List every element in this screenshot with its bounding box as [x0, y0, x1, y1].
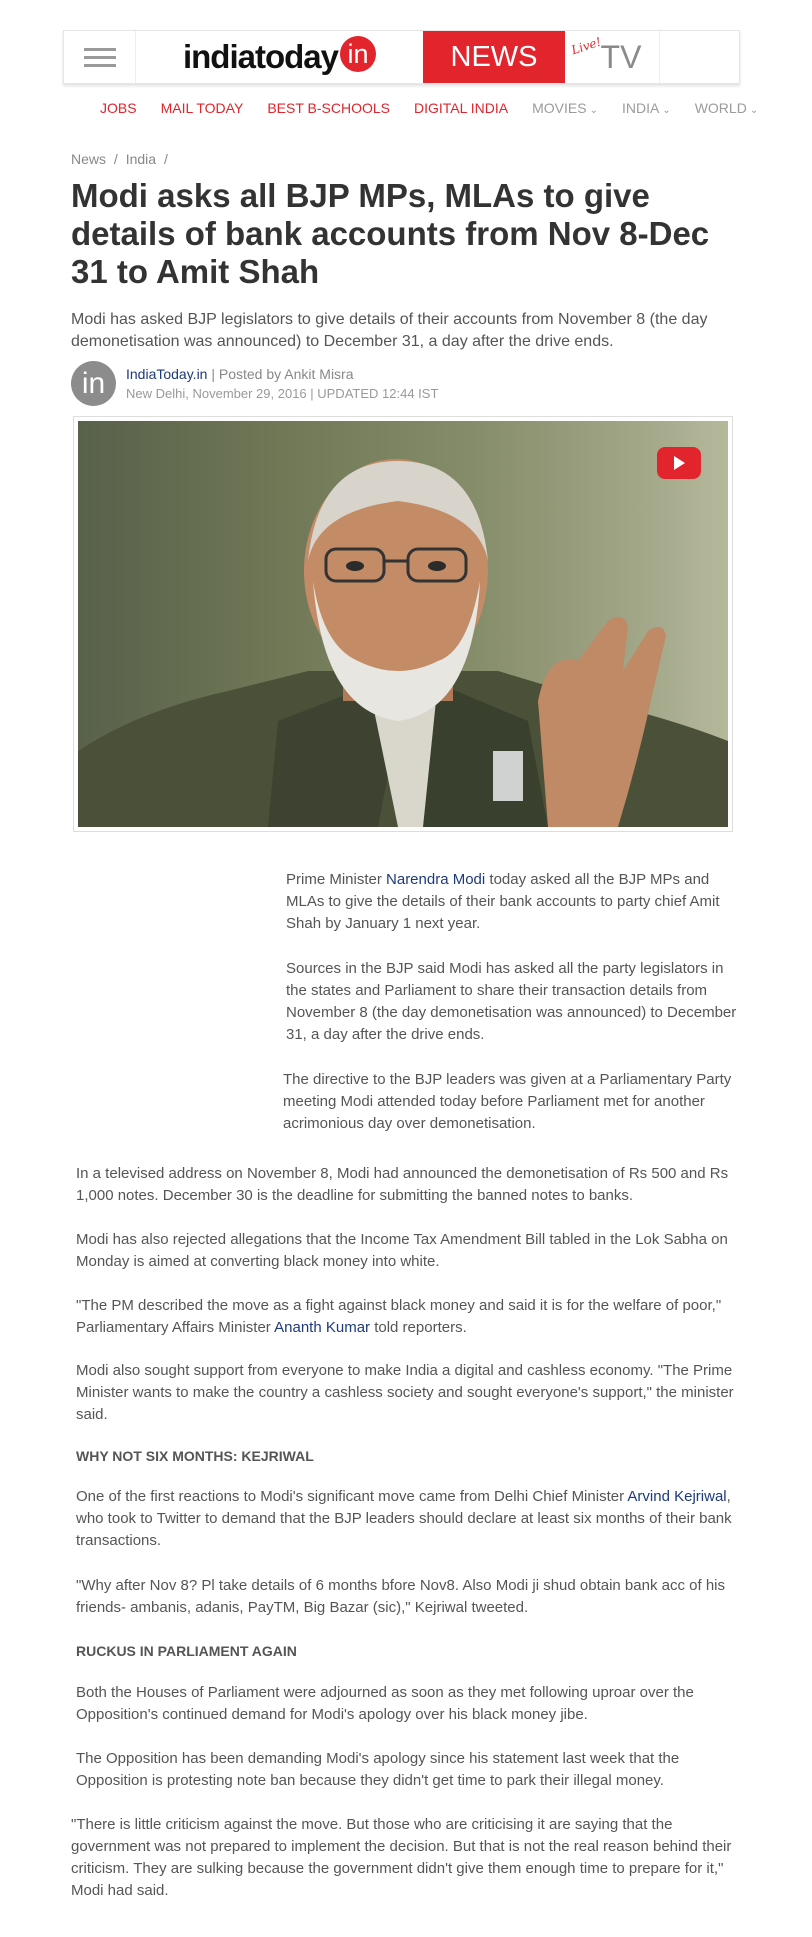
paragraph-text: One of the first reactions to Modi's significant move came from Delhi Chief Minister: [76, 1488, 628, 1505]
paragraph: [76, 1486, 746, 1552]
nav-item-movies-label: MOVIES: [532, 100, 587, 116]
nav-item-world[interactable]: [695, 100, 759, 116]
dateline: New Delhi, November 29, 2016 | UPDATED 12:44 IST: [126, 386, 439, 401]
nav-item-india-label: INDIA: [621, 100, 660, 116]
breadcrumb-india[interactable]: India: [125, 151, 157, 167]
paragraph-text: today asked all the BJP MPs and MLAs to give the details of their bank accounts to party chief Amit Shah by January 1 next year.: [286, 871, 720, 932]
nav-item-best-b-schools[interactable]: BEST B-SCHOOLS: [267, 100, 390, 116]
paragraph: Sources in the BJP said Modi has asked all the party legislators in the states and Parliament to share their transaction details from November 8 (the day demonetisation was announced) to December 31, a day after the drive ends.: [286, 960, 737, 1043]
paragraph: Both the Houses of Parliament were adjourned as soon as they met following uproar over the Opposition's continued demand for Modi's apology over his black money jibe.: [76, 1684, 694, 1723]
paragraph-text: Prime Minister: [286, 871, 387, 888]
article-summary: Modi has asked BJP legislators to give details of their accounts from November 8 (the day demonetisation was announced) to December 31, a day after the drive ends.: [71, 311, 708, 350]
nav-item-digital-india[interactable]: DIGITAL INDIA: [413, 100, 509, 116]
logo-badge: in: [340, 36, 376, 72]
tv-label: TV: [600, 38, 642, 75]
paragraph: "Why after Nov 8? Pl take details of 6 months bfore Nov8. Also Modi ji shud obtain bank acc of his friends- ambanis, adanis, PayTM, Big Bazar (sic)," Kejriwal tweeted.: [76, 1577, 725, 1616]
paragraph: The Opposition has been demanding Modi's apology since his statement last week that the Opposition is protesting note ban because they didn't get time to park their illegal money.: [76, 1750, 680, 1789]
author: | Posted by Ankit Misra: [211, 366, 354, 382]
play-icon: [671, 455, 687, 471]
video-player[interactable]: [73, 416, 733, 832]
paragraph: [286, 869, 741, 935]
menu-icon[interactable]: [64, 31, 136, 83]
article-title: Modi asks all BJP MPs, MLAs to give details of bank accounts from Nov 8-Dec 31 to Amit Shah: [71, 177, 710, 290]
chevron-down-icon: ⌄: [662, 105, 671, 116]
paragraph: [76, 1295, 746, 1339]
logo-text: indiatoday: [182, 38, 339, 75]
byline: [71, 361, 438, 407]
nav-item-jobs[interactable]: JOBS: [100, 100, 137, 116]
paragraph: "There is little criticism against the move. But those who are criticising it are saying that the government was not prepared to implement the decision. But that is not the real reason behind their criticism. They are sulking because the government didn't give them enough time to prepare for it," Modi had said.: [71, 1816, 732, 1899]
tab-live-tv[interactable]: [565, 31, 660, 83]
tab-news[interactable]: NEWS: [423, 31, 565, 83]
paragraph-text: told reporters.: [370, 1319, 467, 1336]
paragraph: Modi also sought support from everyone to make India a digital and cashless economy. "The Prime Minister wants to make the country a cashless society and sought everyone's support," the minister said.: [76, 1362, 734, 1423]
nav-item-mail-today[interactable]: MAIL TODAY: [160, 100, 244, 116]
breadcrumb-separator: /: [163, 151, 168, 167]
link-ananth-kumar[interactable]: Ananth Kumar: [274, 1319, 371, 1336]
source-link[interactable]: IndiaToday.in: [126, 366, 208, 382]
top-nav: [100, 100, 759, 116]
play-button[interactable]: [657, 447, 701, 479]
breadcrumb-separator: /: [113, 151, 118, 167]
nav-item-india[interactable]: [622, 100, 671, 116]
link-arvind-kejriwal[interactable]: Arvind Kejriwal: [627, 1488, 727, 1505]
breadcrumb-news[interactable]: News: [71, 151, 107, 167]
paragraph-text: "The PM described the move as a fight against black money and said it is for the welfare of poor," Parliamentary Affairs Minister: [76, 1297, 722, 1336]
subheading: WHY NOT SIX MONTHS: KEJRIWAL: [76, 1448, 314, 1464]
subheading: RUCKUS IN PARLIAMENT AGAIN: [76, 1643, 297, 1659]
nav-item-world-label: WORLD: [694, 100, 747, 116]
live-label: Live!: [569, 34, 603, 58]
chevron-down-icon: ⌄: [589, 105, 598, 116]
breadcrumb: [71, 151, 172, 167]
site-logo[interactable]: [136, 31, 423, 83]
paragraph-text: , who took to Twitter to demand that the BJP leaders should declare at least six months of their bank transactions.: [76, 1488, 732, 1549]
nav-item-movies[interactable]: [532, 100, 598, 116]
chevron-down-icon: ⌄: [749, 105, 759, 116]
article-photo: [78, 421, 728, 827]
portrait-illustration: [78, 421, 728, 827]
link-narendra-modi[interactable]: Narendra Modi: [386, 871, 486, 888]
paragraph: The directive to the BJP leaders was given at a Parliamentary Party meeting Modi attended today before Parliament met for another acrimonious day over demonetisation.: [283, 1071, 732, 1132]
paragraph: In a televised address on November 8, Modi had announced the demonetisation of Rs 500 and Rs 1,000 notes. December 30 is the deadline for submitting the banned notes to banks.: [76, 1165, 729, 1204]
paragraph: Modi has also rejected allegations that the Income Tax Amendment Bill tabled in the Lok Sabha on Monday is aimed at converting black money into white.: [76, 1231, 728, 1270]
site-header: [63, 30, 740, 84]
source-avatar: in: [71, 361, 116, 406]
